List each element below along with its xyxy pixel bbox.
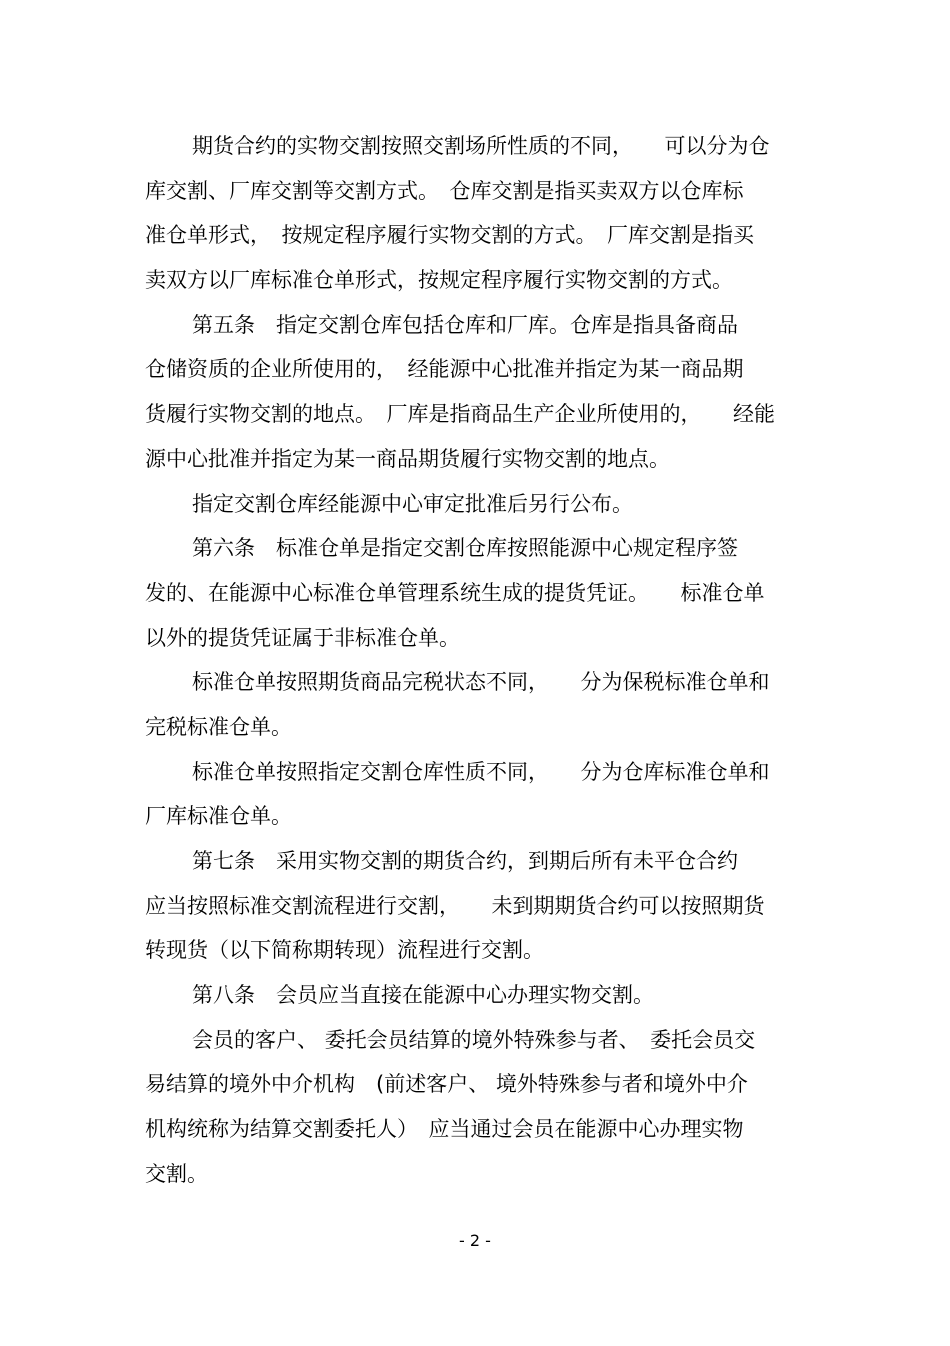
text-line: 交割。 xyxy=(145,1161,208,1186)
text-line: 厂库标准仓单。 xyxy=(145,804,292,829)
text-line: 易结算的境外中介机构 (前述客户、 境外特殊参与者和境外中介 xyxy=(145,1072,748,1097)
text-line: 第六条 标准仓单是指定交割仓库按照能源中心规定程序签 xyxy=(192,536,738,561)
text-line: 第八条 会员应当直接在能源中心办理实物交割。 xyxy=(192,983,654,1008)
text-line: 卖双方以厂库标准仓单形式，按规定程序履行实物交割的方式。 xyxy=(145,268,733,293)
text-line: 库交割、厂库交割等交割方式。 仓库交割是指买卖双方以仓库标 xyxy=(145,178,744,203)
text-line: 货履行实物交割的地点。 厂库是指商品生产企业所使用的， 经能 xyxy=(145,402,775,427)
text-line: 应当按照标准交割流程进行交割， 未到期期货合约可以按照期货 xyxy=(145,893,765,918)
text-line: 第五条 指定交割仓库包括仓库和厂库。仓库是指具备商品 xyxy=(192,312,738,337)
text-line: 仓储资质的企业所使用的， 经能源中心批准并指定为某一商品期 xyxy=(145,357,744,382)
text-line: 机构统称为结算交割委托人） 应当通过会员在能源中心办理实物 xyxy=(145,1117,744,1142)
body-text xyxy=(145,124,810,1197)
text-line: 标准仓单按照指定交割仓库性质不同， 分为仓库标准仓单和 xyxy=(192,759,770,784)
text-line: 第七条 采用实物交割的期货合约，到期后所有未平仓合约 xyxy=(192,849,738,873)
text-line: 发的、在能源中心标准仓单管理系统生成的提货凭证。 标准仓单 xyxy=(145,580,765,605)
text-line: 完税标准仓单。 xyxy=(145,714,292,739)
text-line: 转现货（以下简称期转现）流程进行交割。 xyxy=(145,938,544,963)
page-number: - 2 - xyxy=(459,1231,491,1250)
text-line: 源中心批准并指定为某一商品期货履行实物交割的地点。 xyxy=(145,446,670,471)
text-line: 准仓单形式， 按规定程序履行实物交割的方式。 厂库交割是指买 xyxy=(145,223,754,248)
text-line: 期货合约的实物交割按照交割场所性质的不同， 可以分为仓 xyxy=(192,134,770,158)
text-line: 标准仓单按照期货商品完税状态不同， 分为保税标准仓单和 xyxy=(192,670,770,695)
text-line: 会员的客户、 委托会员结算的境外特殊参与者、 委托会员交 xyxy=(192,1027,756,1052)
text-line: 以外的提货凭证属于非标准仓单。 xyxy=(145,625,460,650)
text-line: 指定交割仓库经能源中心审定批准后另行公布。 xyxy=(192,491,633,516)
